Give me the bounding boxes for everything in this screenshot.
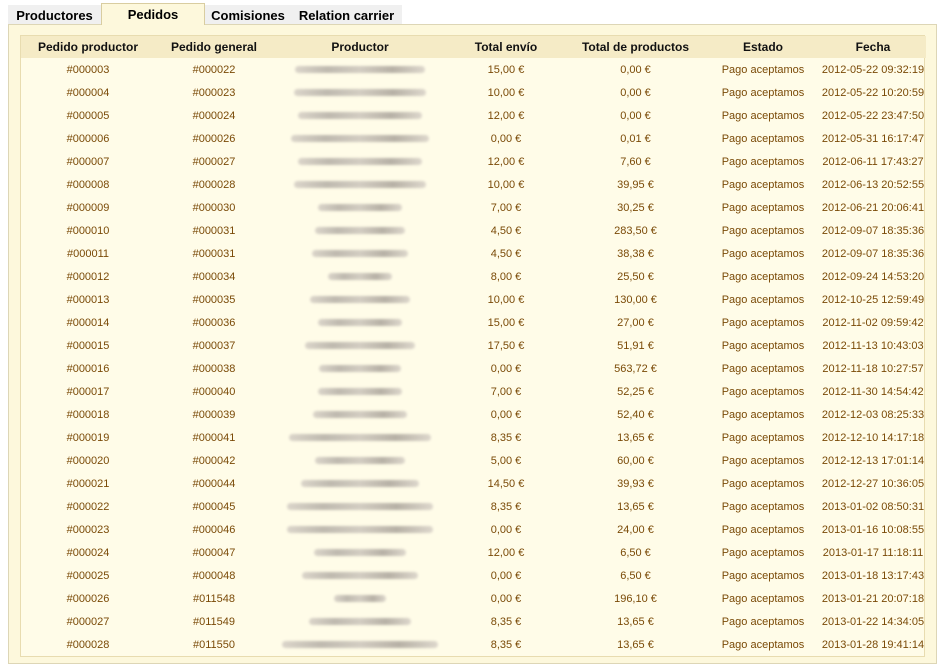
estado-cell: Pago aceptamos [721, 86, 805, 99]
pedido-general-cell: #000041 [192, 431, 236, 444]
productor-cell [273, 242, 447, 265]
total-envio-cell: 8,35 € [490, 431, 522, 444]
pedido-general-cell: #000031 [192, 224, 236, 237]
table-row[interactable] [21, 587, 926, 610]
table-row[interactable] [21, 196, 926, 219]
table-row[interactable] [21, 219, 926, 242]
table-row[interactable] [21, 58, 926, 81]
redacted-producer-name [298, 158, 422, 165]
pedido-productor-cell: #000005 [66, 109, 110, 122]
pedido-productor-cell: #000028 [66, 638, 110, 651]
redacted-producer-name [301, 480, 419, 487]
fecha-cell: 2012-06-13 20:52:55 [821, 178, 925, 191]
pedido-productor-cell: #000013 [66, 293, 110, 306]
fecha-cell: 2013-01-17 11:18:11 [822, 546, 924, 559]
redacted-producer-name [302, 572, 418, 579]
fecha-cell: 2013-01-16 10:08:55 [821, 523, 925, 536]
pedido-productor-cell: #000003 [66, 63, 110, 76]
total-productos-cell: 196,10 € [614, 592, 657, 605]
redacted-producer-name [294, 181, 426, 188]
fecha-cell: 2012-06-21 20:06:41 [821, 201, 925, 214]
estado-cell: Pago aceptamos [721, 477, 805, 490]
pedido-general-cell: #000027 [192, 155, 236, 168]
total-productos-cell: 13,65 € [617, 431, 654, 444]
total-envio-cell: 8,35 € [490, 500, 522, 513]
pedido-general-cell: #000028 [192, 178, 236, 191]
estado-cell: Pago aceptamos [721, 569, 805, 582]
fecha-cell: 2013-01-21 20:07:18 [821, 592, 925, 605]
pedido-productor-cell: #000021 [66, 477, 110, 490]
productor-cell [273, 518, 447, 541]
total-productos-cell: 52,25 € [617, 385, 654, 398]
total-productos-cell: 283,50 € [614, 224, 657, 237]
fecha-cell: 2012-11-30 14:54:42 [822, 385, 924, 398]
pedido-general-cell: #000048 [192, 569, 236, 582]
table-row[interactable] [21, 403, 926, 426]
total-productos-cell: 13,65 € [617, 638, 654, 651]
fecha-cell: 2012-05-31 16:17:47 [821, 132, 925, 145]
total-envio-cell: 5,00 € [490, 454, 522, 467]
total-envio-cell: 0,00 € [490, 523, 522, 536]
total-productos-cell: 51,91 € [617, 339, 654, 352]
total-envio-cell: 12,00 € [487, 155, 525, 168]
total-envio-cell: 8,35 € [490, 638, 522, 651]
redacted-producer-name [328, 273, 392, 280]
pedido-productor-cell: #000019 [66, 431, 110, 444]
productor-cell [273, 196, 447, 219]
productor-cell [273, 288, 447, 311]
pedido-productor-cell: #000010 [66, 224, 110, 237]
pedido-general-cell: #000024 [192, 109, 236, 122]
total-productos-cell: 25,50 € [617, 270, 654, 283]
total-envio-cell: 4,50 € [490, 224, 522, 237]
table-row[interactable] [21, 173, 926, 196]
redacted-producer-name [318, 319, 402, 326]
pedido-general-cell: #000042 [192, 454, 236, 467]
estado-cell: Pago aceptamos [721, 224, 805, 237]
redacted-producer-name [305, 342, 415, 349]
fecha-cell: 2012-11-13 10:43:03 [822, 339, 924, 352]
total-productos-cell: 7,60 € [620, 155, 651, 168]
total-productos-cell: 30,25 € [617, 201, 654, 214]
pedido-productor-cell: #000023 [66, 523, 110, 536]
pedido-general-cell: #000039 [192, 408, 236, 421]
total-productos-cell: 563,72 € [614, 362, 657, 375]
table-row[interactable] [21, 518, 926, 541]
productor-cell [273, 587, 447, 610]
table-header-row [21, 36, 926, 58]
table-row[interactable] [21, 311, 926, 334]
redacted-producer-name [298, 112, 422, 119]
pedido-general-cell: #011550 [192, 638, 235, 651]
redacted-producer-name [313, 411, 407, 418]
total-envio-cell: 10,00 € [487, 293, 525, 306]
pedido-productor-cell: #000026 [66, 592, 110, 605]
productor-cell [273, 633, 447, 656]
productor-cell [273, 265, 447, 288]
redacted-producer-name [319, 365, 401, 372]
tab-relation-carrier[interactable]: Relation carrier [291, 5, 402, 25]
pedido-productor-cell: #000011 [66, 247, 109, 260]
pedido-productor-cell: #000020 [66, 454, 110, 467]
table-row[interactable] [21, 472, 926, 495]
pedido-productor-cell: #000016 [66, 362, 110, 375]
pedido-productor-cell: #000009 [66, 201, 110, 214]
pedido-productor-cell: #000025 [66, 569, 110, 582]
productor-cell [273, 150, 447, 173]
pedido-productor-cell: #000024 [66, 546, 110, 559]
col-header-pedido-productor[interactable]: Pedido productor [21, 36, 155, 58]
estado-cell: Pago aceptamos [721, 201, 805, 214]
total-envio-cell: 7,00 € [490, 201, 522, 214]
total-productos-cell: 0,01 € [620, 132, 651, 145]
productor-cell [273, 104, 447, 127]
total-productos-cell: 39,95 € [617, 178, 654, 191]
redacted-producer-name [287, 526, 433, 533]
total-envio-cell: 8,35 € [490, 615, 522, 628]
total-envio-cell: 4,50 € [490, 247, 522, 260]
total-envio-cell: 15,00 € [487, 316, 525, 329]
redacted-producer-name [287, 503, 433, 510]
pedido-general-cell: #000044 [192, 477, 236, 490]
table-row[interactable] [21, 380, 926, 403]
tab-bar [8, 3, 937, 25]
total-envio-cell: 15,00 € [487, 63, 525, 76]
total-productos-cell: 60,00 € [617, 454, 654, 467]
total-envio-cell: 10,00 € [487, 178, 525, 191]
productor-cell [273, 219, 447, 242]
tab-productores[interactable]: Productores [8, 5, 101, 25]
table-row[interactable] [21, 242, 926, 265]
estado-cell: Pago aceptamos [721, 615, 805, 628]
fecha-cell: 2012-12-13 17:01:14 [821, 454, 925, 467]
total-productos-cell: 13,65 € [617, 500, 654, 513]
pedido-general-cell: #000047 [192, 546, 236, 559]
productor-cell [273, 564, 447, 587]
redacted-producer-name [294, 89, 426, 96]
pedido-productor-cell: #000027 [66, 615, 110, 628]
total-envio-cell: 12,00 € [487, 546, 525, 559]
fecha-cell: 2013-01-28 19:41:14 [821, 638, 925, 651]
total-productos-cell: 39,93 € [617, 477, 654, 490]
pedido-general-cell: #000040 [192, 385, 236, 398]
total-productos-cell: 6,50 € [620, 546, 651, 559]
productor-cell [273, 173, 447, 196]
estado-cell: Pago aceptamos [721, 385, 805, 398]
estado-cell: Pago aceptamos [721, 270, 805, 283]
pedido-productor-cell: #000006 [66, 132, 110, 145]
fecha-cell: 2012-11-18 10:27:57 [822, 362, 924, 375]
total-productos-cell: 6,50 € [620, 569, 651, 582]
productor-cell [273, 449, 447, 472]
redacted-producer-name [315, 457, 405, 464]
table-row[interactable] [21, 541, 926, 564]
fecha-cell: 2012-06-11 17:43:27 [822, 155, 924, 168]
estado-cell: Pago aceptamos [721, 523, 805, 536]
pedido-general-cell: #000031 [192, 247, 236, 260]
productor-cell [273, 357, 447, 380]
estado-cell: Pago aceptamos [721, 454, 805, 467]
estado-cell: Pago aceptamos [721, 155, 805, 168]
pedido-productor-cell: #000008 [66, 178, 110, 191]
pedido-general-cell: #000045 [192, 500, 236, 513]
total-productos-cell: 24,00 € [617, 523, 654, 536]
col-header-pedido-general[interactable]: Pedido general [155, 36, 273, 58]
pedido-general-cell: #000030 [192, 201, 236, 214]
table-row[interactable] [21, 265, 926, 288]
fecha-cell: 2012-05-22 23:47:50 [821, 109, 925, 122]
estado-cell: Pago aceptamos [721, 546, 805, 559]
redacted-producer-name [315, 227, 405, 234]
col-header-fecha[interactable]: Fecha [820, 36, 926, 58]
redacted-producer-name [334, 595, 386, 602]
pedido-productor-cell: #000012 [66, 270, 110, 283]
fecha-cell: 2012-11-02 09:59:42 [822, 316, 924, 329]
productor-cell [273, 81, 447, 104]
estado-cell: Pago aceptamos [721, 132, 805, 145]
total-envio-cell: 0,00 € [490, 592, 522, 605]
total-envio-cell: 8,00 € [490, 270, 522, 283]
fecha-cell: 2012-10-25 12:59:49 [821, 293, 925, 306]
estado-cell: Pago aceptamos [721, 178, 805, 191]
total-envio-cell: 14,50 € [487, 477, 525, 490]
pedido-productor-cell: #000004 [66, 86, 110, 99]
estado-cell: Pago aceptamos [721, 362, 805, 375]
redacted-producer-name [310, 296, 410, 303]
table-row[interactable] [21, 426, 926, 449]
estado-cell: Pago aceptamos [721, 109, 805, 122]
estado-cell: Pago aceptamos [721, 431, 805, 444]
productor-cell [273, 58, 447, 81]
estado-cell: Pago aceptamos [721, 247, 805, 260]
total-envio-cell: 12,00 € [487, 109, 525, 122]
productor-cell [273, 610, 447, 633]
productor-cell [273, 426, 447, 449]
fecha-cell: 2012-12-27 10:36:05 [821, 477, 925, 490]
total-envio-cell: 10,00 € [487, 86, 525, 99]
pedido-general-cell: #000023 [192, 86, 236, 99]
redacted-producer-name [282, 641, 438, 648]
pedido-general-cell: #000026 [192, 132, 236, 145]
total-envio-cell: 0,00 € [490, 569, 522, 582]
pedido-general-cell: #000037 [192, 339, 236, 352]
productor-cell [273, 472, 447, 495]
total-envio-cell: 0,00 € [490, 362, 522, 375]
estado-cell: Pago aceptamos [721, 638, 805, 651]
redacted-producer-name [312, 250, 408, 257]
orders-table [20, 35, 925, 657]
total-productos-cell: 13,65 € [617, 615, 654, 628]
fecha-cell: 2012-09-07 18:35:36 [821, 224, 925, 237]
table-row[interactable] [21, 564, 926, 587]
productor-cell [273, 495, 447, 518]
total-productos-cell: 130,00 € [614, 293, 657, 306]
pedido-productor-cell: #000007 [66, 155, 110, 168]
col-header-total-productos[interactable]: Total de productos [565, 36, 706, 58]
total-envio-cell: 0,00 € [490, 408, 522, 421]
productor-cell [273, 334, 447, 357]
fecha-cell: 2012-09-07 18:35:36 [821, 247, 925, 260]
redacted-producer-name [309, 618, 411, 625]
redacted-producer-name [291, 135, 429, 142]
redacted-producer-name [289, 434, 431, 441]
pedido-general-cell: #000038 [192, 362, 236, 375]
tab-comisiones[interactable]: Comisiones [205, 5, 291, 25]
pedido-productor-cell: #000017 [66, 385, 110, 398]
total-productos-cell: 0,00 € [620, 86, 651, 99]
redacted-producer-name [314, 549, 406, 556]
productor-cell [273, 403, 447, 426]
total-envio-cell: 7,00 € [490, 385, 522, 398]
productor-cell [273, 541, 447, 564]
estado-cell: Pago aceptamos [721, 500, 805, 513]
pedido-general-cell: #000022 [192, 63, 236, 76]
total-productos-cell: 38,38 € [617, 247, 654, 260]
pedido-productor-cell: #000014 [66, 316, 110, 329]
redacted-producer-name [318, 388, 402, 395]
fecha-cell: 2012-12-03 08:25:33 [821, 408, 925, 421]
pedido-general-cell: #011548 [192, 592, 235, 605]
table-row[interactable] [21, 357, 926, 380]
pedido-general-cell: #000046 [192, 523, 236, 536]
fecha-cell: 2013-01-02 08:50:31 [821, 500, 925, 513]
pedido-productor-cell: #000022 [66, 500, 110, 513]
col-header-estado[interactable]: Estado [706, 36, 820, 58]
fecha-cell: 2012-09-24 14:53:20 [821, 270, 925, 283]
table-row[interactable] [21, 633, 926, 656]
table-row[interactable] [21, 610, 926, 633]
total-envio-cell: 17,50 € [487, 339, 525, 352]
fecha-cell: 2012-05-22 10:20:59 [821, 86, 925, 99]
redacted-producer-name [295, 66, 425, 73]
pedido-general-cell: #000036 [192, 316, 236, 329]
total-envio-cell: 0,00 € [490, 132, 522, 145]
table-row[interactable] [21, 150, 926, 173]
col-header-total-envio[interactable]: Total envío [447, 36, 565, 58]
fecha-cell: 2013-01-18 13:17:43 [821, 569, 925, 582]
pedido-productor-cell: #000015 [66, 339, 110, 352]
estado-cell: Pago aceptamos [721, 592, 805, 605]
estado-cell: Pago aceptamos [721, 339, 805, 352]
table-row[interactable] [21, 81, 926, 104]
table-row[interactable] [21, 495, 926, 518]
total-productos-cell: 52,40 € [617, 408, 654, 421]
table-row[interactable] [21, 288, 926, 311]
estado-cell: Pago aceptamos [721, 293, 805, 306]
fecha-cell: 2012-05-22 09:32:19 [821, 63, 925, 76]
table-row[interactable] [21, 449, 926, 472]
table-row[interactable] [21, 104, 926, 127]
col-header-productor[interactable]: Productor [273, 36, 447, 58]
pedido-productor-cell: #000018 [66, 408, 110, 421]
total-productos-cell: 0,00 € [620, 63, 651, 76]
fecha-cell: 2013-01-22 14:34:05 [821, 615, 925, 628]
redacted-producer-name [318, 204, 402, 211]
productor-cell [273, 311, 447, 334]
estado-cell: Pago aceptamos [721, 408, 805, 421]
productor-cell [273, 380, 447, 403]
tab-pedidos[interactable]: Pedidos [101, 3, 205, 25]
table-row[interactable] [21, 334, 926, 357]
estado-cell: Pago aceptamos [721, 63, 805, 76]
estado-cell: Pago aceptamos [721, 316, 805, 329]
total-productos-cell: 0,00 € [620, 109, 651, 122]
productor-cell [273, 127, 447, 150]
pedido-general-cell: #000035 [192, 293, 236, 306]
total-productos-cell: 27,00 € [617, 316, 654, 329]
fecha-cell: 2012-12-10 14:17:18 [821, 431, 925, 444]
pedido-general-cell: #000034 [192, 270, 236, 283]
pedido-general-cell: #011549 [192, 615, 235, 628]
table-row[interactable] [21, 127, 926, 150]
